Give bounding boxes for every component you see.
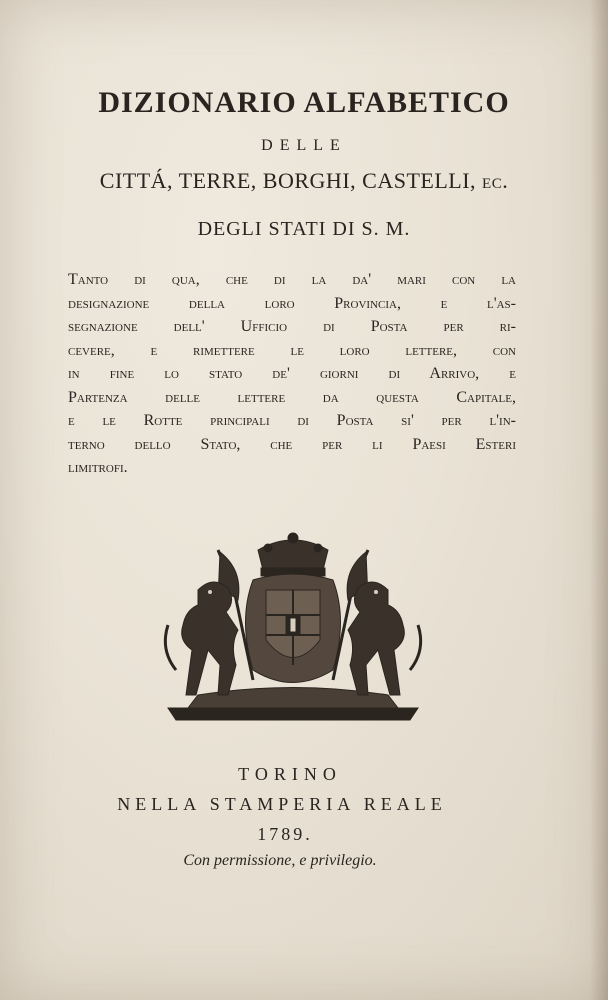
imprint-permission: Con permissione, e privilegio. <box>183 852 377 869</box>
imprint-city: TORINO <box>238 764 342 784</box>
places-line: CITTÁ, TERRE, BORGHI, CASTELLI, ec. <box>99 168 509 193</box>
delle-line: DELLE <box>261 137 347 154</box>
description-line: limitrofi. <box>68 459 128 476</box>
description-line: Tanto di qua, che di la da' mari con la <box>68 271 516 288</box>
description-block <box>68 268 516 480</box>
imprint-printer: NELLA STAMPERIA REALE <box>117 794 447 814</box>
description-line: segnazione dell' Ufficio di Posta per ri- <box>68 318 516 335</box>
description-line: Partenza delle lettere da questa Capitale, <box>68 388 516 406</box>
imprint-year: 1789. <box>257 824 313 844</box>
royal-coat-of-arms-icon <box>158 530 428 725</box>
description-line: cevere, e rimettere le loro lettere, con <box>68 341 516 359</box>
book-title: DIZIONARIO ALFABETICO <box>98 86 510 119</box>
stati-line: DEGLI STATI DI S. M. <box>197 218 411 240</box>
description-line: terno dello Stato, che per li Paesi Esteri <box>68 435 516 453</box>
description-line: designazione della loro Provincia, e l'as- <box>68 294 516 312</box>
description-line: e le Rotte principali di Posta si' per l'in- <box>68 412 516 429</box>
description-line: in fine lo stato de' giorni di Arrivo, e <box>68 365 516 382</box>
